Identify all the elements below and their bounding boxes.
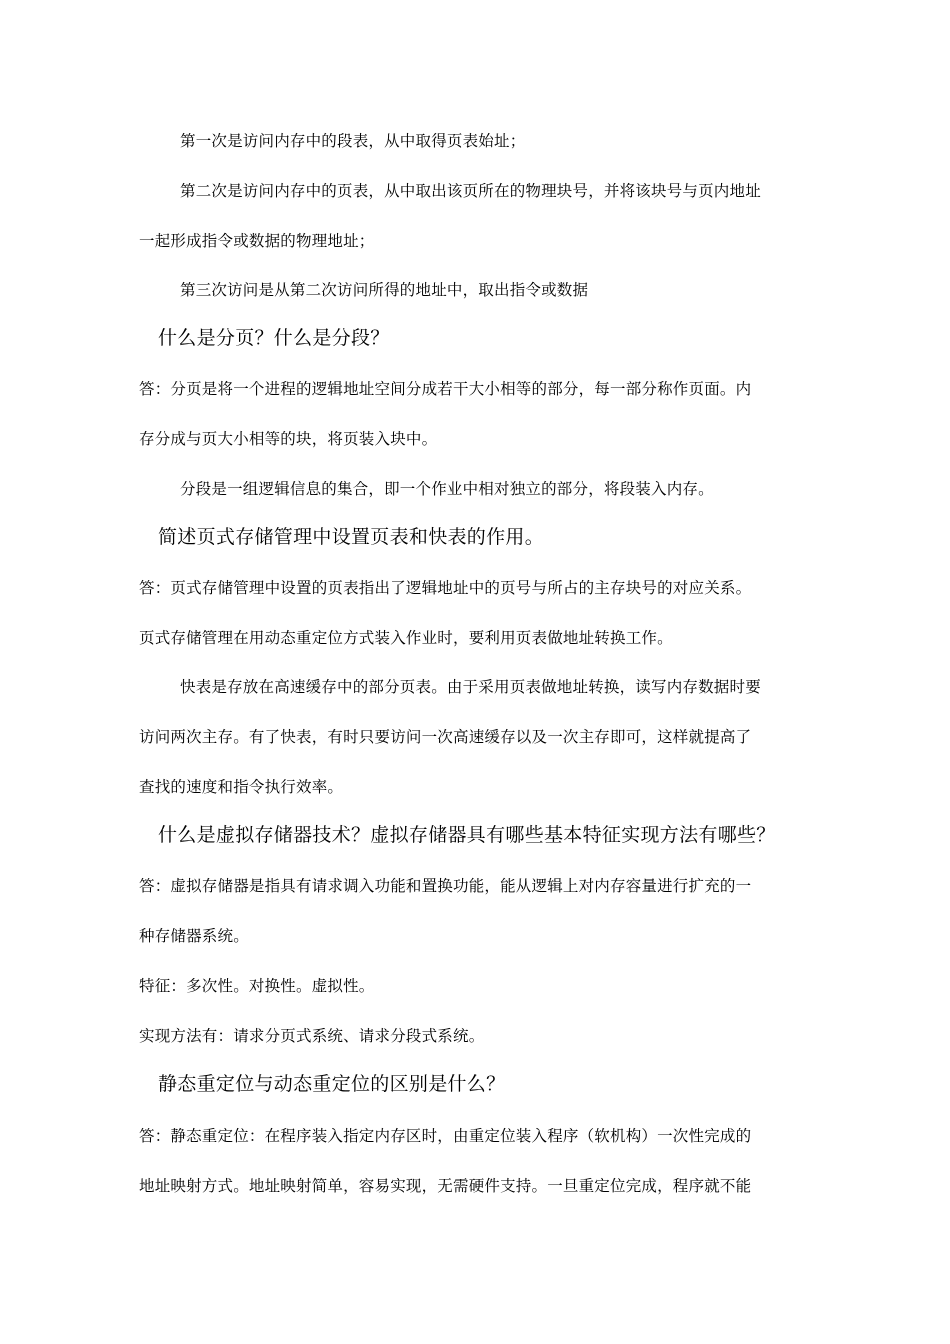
paragraph-line: 特征：多次性。对换性。虚拟性。	[139, 977, 375, 995]
section-heading: 简述页式存储管理中设置页表和快表的作用。	[158, 526, 545, 548]
paragraph-line: 第二次是访问内存中的页表，从中取出该页所在的物理块号，并将该块号与页内地址	[180, 182, 761, 200]
paragraph-line: 页式存储管理在用动态重定位方式装入作业时，要利用页表做地址转换工作。	[139, 629, 673, 647]
paragraph-line: 第三次访问是从第二次访问所得的地址中，取出指令或数据	[180, 281, 589, 299]
paragraph-line: 地址映射方式。地址映射简单，容易实现，无需硬件支持。一旦重定位完成，程序就不能	[139, 1177, 752, 1195]
section-heading: 静态重定位与动态重定位的区别是什么？	[158, 1073, 506, 1095]
section-heading: 什么是分页？什么是分段？	[158, 327, 390, 349]
paragraph-line: 存分成与页大小相等的块，将页装入块中。	[139, 430, 438, 448]
paragraph-line: 查找的速度和指令执行效率。	[139, 778, 344, 796]
paragraph-line: 答：页式存储管理中设置的页表指出了逻辑地址中的页号与所占的主存块号的对应关系。	[139, 579, 752, 597]
paragraph-line: 答：分页是将一个进程的逻辑地址空间分成若干大小相等的部分，每一部分称作页面。内	[139, 380, 752, 398]
paragraph-line: 一起形成指令或数据的物理地址；	[139, 232, 375, 250]
paragraph-line: 答：静态重定位：在程序装入指定内存区时，由重定位装入程序（软机构）一次性完成的	[139, 1127, 752, 1145]
paragraph-line: 答：虚拟存储器是指具有请求调入功能和置换功能，能从逻辑上对内存容量进行扩充的一	[139, 877, 752, 895]
paragraph-line: 快表是存放在高速缓存中的部分页表。由于采用页表做地址转换，读写内存数据时要	[180, 678, 761, 696]
paragraph-line: 种存储器系统。	[139, 927, 249, 945]
section-heading: 什么是虚拟存储器技术？虚拟存储器具有哪些基本特征实现方法有哪些？	[158, 824, 776, 846]
paragraph-line: 第一次是访问内存中的段表，从中取得页表始址；	[180, 132, 526, 150]
paragraph-line: 实现方法有：请求分页式系统、请求分段式系统。	[139, 1027, 485, 1045]
paragraph-line: 分段是一组逻辑信息的集合，即一个作业中相对独立的部分，将段装入内存。	[180, 480, 714, 498]
paragraph-line: 访问两次主存。有了快表，有时只要访问一次高速缓存以及一次主存即可，这样就提高了	[139, 728, 752, 746]
